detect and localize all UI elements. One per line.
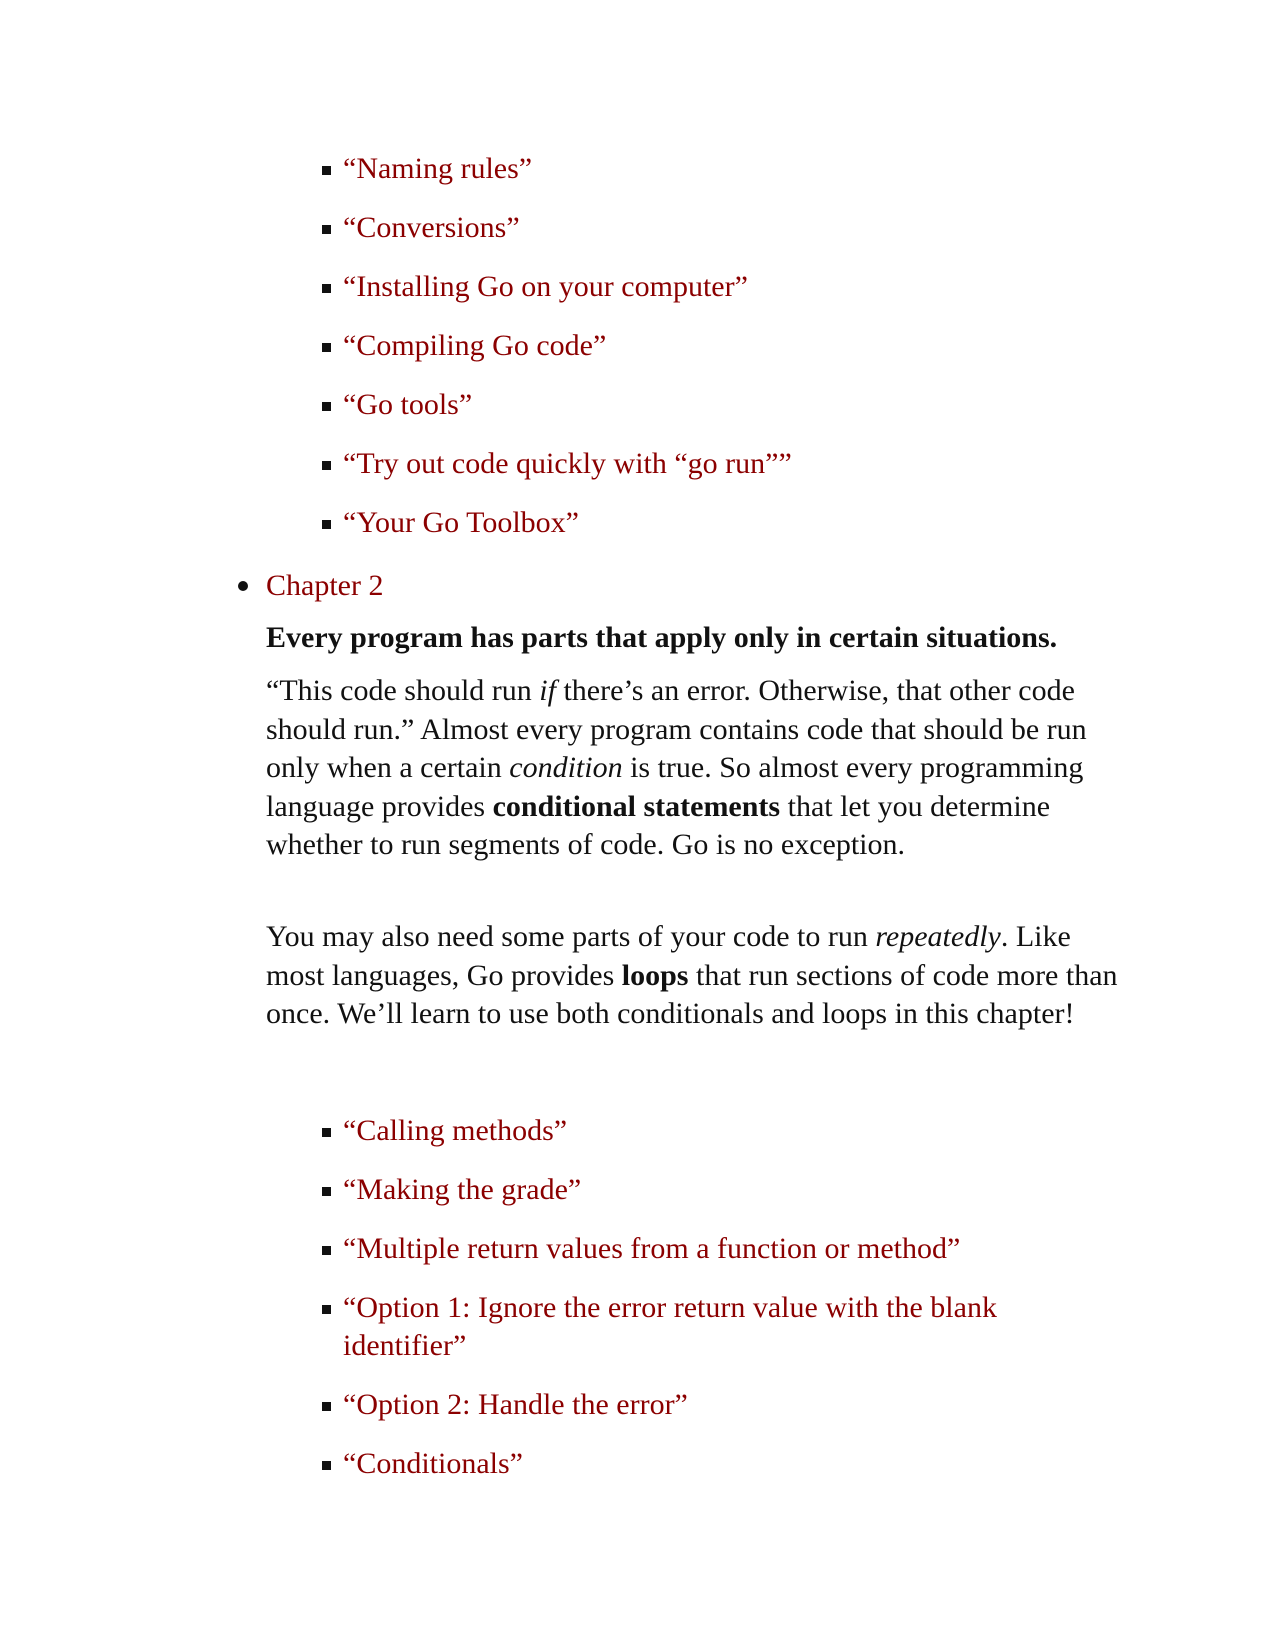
list-item: [343, 1386, 1023, 1424]
section-link-conversions[interactable]: “Conversions”: [343, 211, 520, 244]
chapter-paragraph-2: [266, 918, 1126, 1034]
square-bullet-icon: [322, 225, 331, 234]
section-list-bottom: [343, 1112, 1023, 1504]
section-link-go-run[interactable]: “Try out code quickly with “go run””: [343, 447, 792, 480]
list-item: [343, 1289, 1023, 1365]
square-bullet-icon: [322, 284, 331, 293]
square-bullet-icon: [322, 1187, 331, 1196]
emphasis-condition: condition: [509, 751, 623, 784]
list-item: [343, 386, 1023, 424]
list-item: [343, 504, 1023, 542]
square-bullet-icon: [322, 402, 331, 411]
chapter-paragraph-1: [266, 672, 1126, 865]
list-item: [343, 1171, 1023, 1209]
list-item: [343, 268, 1023, 306]
section-link-installing-go[interactable]: “Installing Go on your computer”: [343, 270, 748, 303]
section-link-naming-rules[interactable]: “Naming rules”: [343, 152, 533, 185]
list-item: [343, 209, 1023, 247]
list-item: [343, 150, 1023, 188]
square-bullet-icon: [322, 1305, 331, 1314]
section-link-go-tools[interactable]: “Go tools”: [343, 388, 473, 421]
chapter-heading: Every program has parts that apply only in certain situations.: [266, 621, 1058, 654]
square-bullet-icon: [322, 1246, 331, 1255]
section-link-option-1[interactable]: “Option 1: Ignore the error return value with the blank identifier”: [343, 1291, 997, 1362]
text-run: is true. So almost every programming language provides: [266, 751, 1084, 823]
text-run: “This code should run: [266, 674, 540, 707]
section-link-making-the-grade[interactable]: “Making the grade”: [343, 1173, 582, 1206]
square-bullet-icon: [322, 1461, 331, 1470]
section-link-calling-methods[interactable]: “Calling methods”: [343, 1114, 568, 1147]
section-list-top: [343, 150, 1023, 563]
square-bullet-icon: [322, 166, 331, 175]
term-loops: loops: [621, 958, 689, 992]
square-bullet-icon: [322, 461, 331, 470]
square-bullet-icon: [322, 520, 331, 529]
section-link-compiling-go-code[interactable]: “Compiling Go code”: [343, 329, 607, 362]
round-bullet-icon: [238, 581, 248, 591]
list-item: [343, 327, 1023, 365]
emphasis-repeatedly: repeatedly: [875, 920, 1001, 953]
section-link-conditionals[interactable]: “Conditionals”: [343, 1447, 523, 1480]
section-link-multiple-return-values[interactable]: “Multiple return values from a function or method”: [343, 1232, 961, 1265]
square-bullet-icon: [322, 1128, 331, 1137]
square-bullet-icon: [322, 1402, 331, 1411]
chapter-item: [266, 567, 383, 605]
emphasis-if: if: [539, 674, 556, 707]
text-run: there’s an error. Otherwise, that other code should run.” Almost every program contains code that should be run only when a certain: [266, 674, 1087, 784]
section-link-go-toolbox[interactable]: “Your Go Toolbox”: [343, 506, 579, 539]
square-bullet-icon: [322, 343, 331, 352]
text-run: that let you determine whether to run segments of code. Go is no exception.: [266, 789, 1051, 861]
list-item: [343, 445, 1023, 483]
section-link-option-2[interactable]: “Option 2: Handle the error”: [343, 1388, 688, 1421]
chapter-link[interactable]: Chapter 2: [266, 569, 384, 602]
term-conditional-statements: conditional statements: [492, 789, 781, 823]
text-run: that run sections of code more than once. We’ll learn to use both conditionals and loops in this chapter!: [266, 958, 1118, 1030]
text-run: . Like most languages, Go provides: [266, 920, 1071, 992]
list-item: [343, 1445, 1023, 1483]
list-item: [343, 1112, 1023, 1150]
list-item: [343, 1230, 1023, 1268]
text-run: You may also need some parts of your code to run: [266, 920, 876, 953]
